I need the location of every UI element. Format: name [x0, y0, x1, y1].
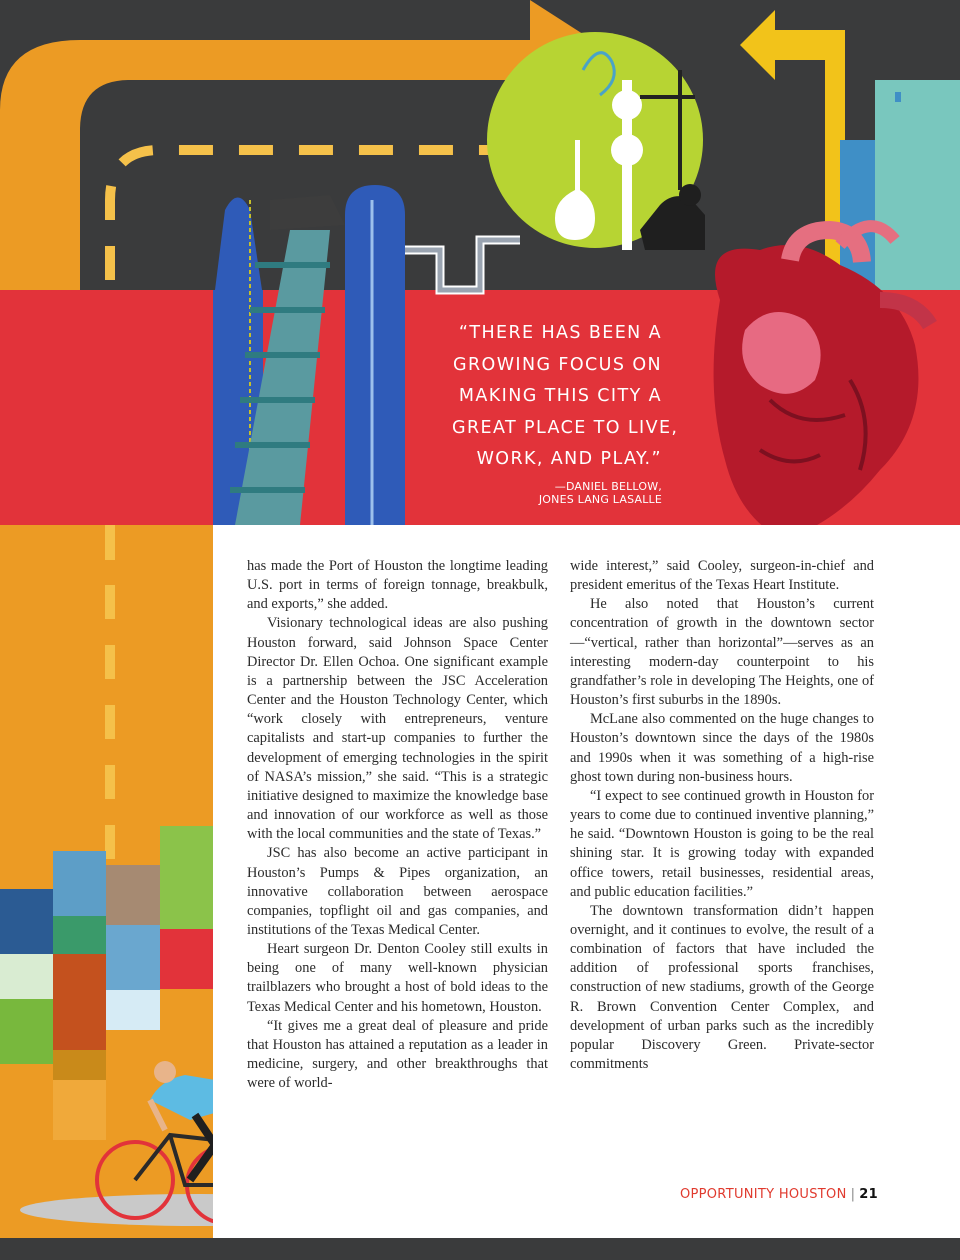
paragraph: He also noted that Houston’s current concentration of growth in the downtown sector—“vertical, rather than horizontal”—serves as an interesting modern-day counterpoint to his grandfather’s role in developing The Heights, one of Houston’s first suburbs in the 1890s.	[570, 596, 874, 709]
teal-building	[875, 80, 960, 310]
paragraph: wide interest,” said Cooley, surgeon-in-chief and president emeritus of the Texas Heart Institute.	[570, 558, 874, 594]
bottom-bar	[0, 1238, 960, 1260]
quote-line: “THERE HAS BEEN A	[458, 323, 662, 343]
paragraph: The downtown transformation didn’t happen overnight, and it continues to evolve, the result of a combination of factors that have included the addition of professional sports franchises, construction of new stadiums, growth of the George R. Brown Convention Center Complex, and development of urban parks such as the incredibly popular Discovery Green. Private-sector commitments	[570, 902, 874, 1073]
attribution-name: —DANIEL BELLOW,	[554, 479, 662, 493]
quote-line: GROWING FOCUS ON	[453, 354, 662, 375]
article-column-right	[570, 557, 874, 1074]
pull-quote	[452, 318, 679, 506]
quote-attribution	[452, 480, 662, 506]
page-number: 21	[859, 1187, 878, 1202]
paragraph: JSC has also become an active participant in Houston’s Pumps & Pipes organization, an innovative collaboration between aerospace companies, topflight oil and gas companies, and institutions of the Texas Medical Center.	[247, 845, 548, 938]
footer-separator: |	[850, 1187, 856, 1202]
paragraph: “It gives me a great deal of pleasure and pride that Houston has attained a reputation as a leader in medicine, surgery, and other breakthroughs that were of world-	[247, 1017, 548, 1092]
attribution-org: JONES LANG LASALLE	[538, 492, 662, 506]
blue-pipe	[345, 185, 405, 525]
page-footer	[680, 1187, 878, 1202]
paragraph: has made the Port of Houston the longtime leading U.S. port in terms of foreign tonnage, breakbulk, and exports,” she added.	[247, 558, 548, 613]
paragraph: Visionary technological ideas are also pushing Houston forward, said Johnson Space Center Director Dr. Ellen Ochoa. One significant example is a partnership between the JSC Acceleration Center and the Houston Technology Center, which “work closely with entrepreneurs, venture capitalists and start-up companies to further the development of emerging technologies in the spirit of NASA’s mission,” she said. “This is a strategic initiative designed to maximize the knowledge base and innovation of our workforce as well as those with the local communities and the state of Texas.”	[247, 615, 548, 843]
paragraph: “I expect to see continued growth in Houston for years to come due to continued inventive planning,” he said. “Downtown Houston is going to be the real shining star. It is growing today with expanded office towers, retail businesses, residential areas, and public education facilities.”	[570, 787, 874, 900]
paragraph: Heart surgeon Dr. Denton Cooley still exults in being one of many well-known physician trailblazers who brought a host of bold ideas to the Texas Medical Center and his hometown, Houston.	[247, 941, 548, 1015]
publication-name: OPPORTUNITY HOUSTON	[679, 1187, 847, 1202]
quote-line: MAKING THIS CITY A	[458, 386, 662, 406]
quote-line: WORK, AND PLAY.”	[476, 449, 662, 469]
article-column-left	[247, 557, 548, 1093]
quote-line: GREAT PLACE TO LIVE,	[452, 417, 679, 438]
paragraph: McLane also commented on the huge changes to Houston’s downtown since the days of the 1980s and 1990s when it was something of a high-rise ghost town during non-business hours.	[570, 711, 874, 785]
